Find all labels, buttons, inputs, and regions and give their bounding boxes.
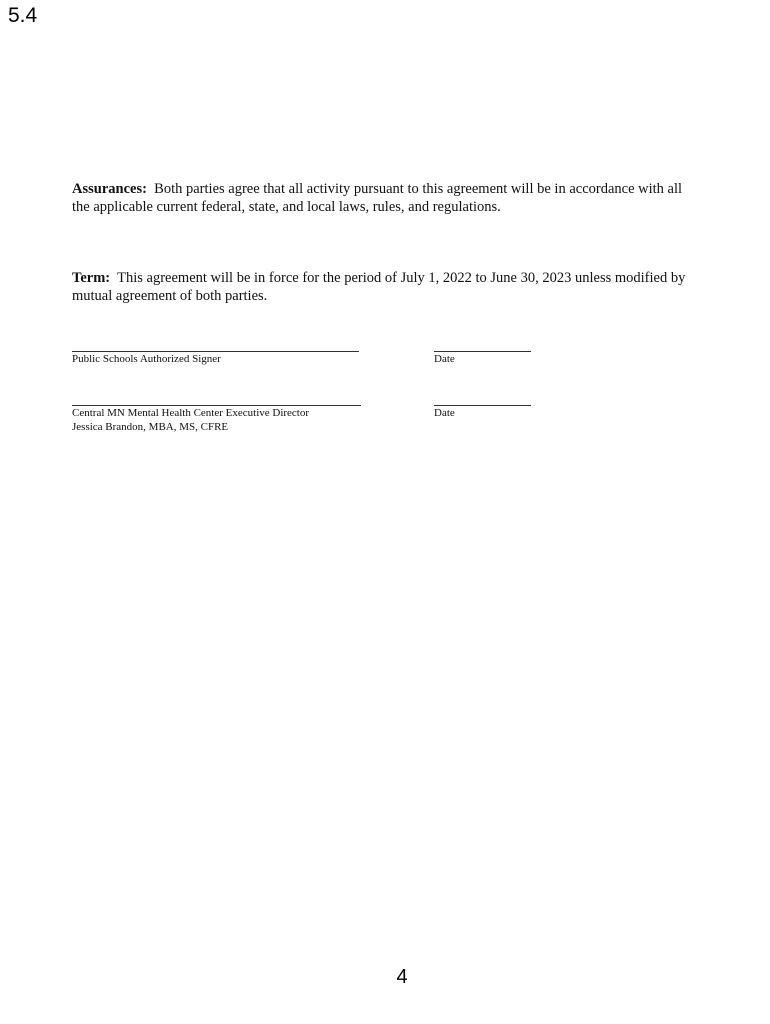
term-heading: Term: bbox=[72, 270, 111, 286]
center-signature-line[interactable] bbox=[72, 405, 361, 406]
school-signer-label: Public Schools Authorized Signer bbox=[72, 353, 221, 365]
assurances-text: Both parties agree that all activity pursuant to this agreement will be in accordance with all the applicable current federal, state, and local laws, rules, and regulations. bbox=[72, 181, 683, 215]
section-number: 5.4 bbox=[8, 4, 38, 27]
term-paragraph bbox=[72, 269, 702, 305]
center-date-line[interactable] bbox=[434, 405, 531, 406]
school-date-label: Date bbox=[434, 353, 455, 365]
term-text: This agreement will be in force for the period of July 1, 2022 to June 30, 2023 unless modified by mutual agreement of both parties. bbox=[72, 270, 686, 304]
center-signer-name: Jessica Brandon, MBA, MS, CFRE bbox=[72, 421, 229, 433]
center-signer-label: Central MN Mental Health Center Executive Director bbox=[72, 407, 310, 419]
school-signature-line[interactable] bbox=[72, 351, 359, 352]
school-date-line[interactable] bbox=[434, 351, 531, 352]
center-date-label: Date bbox=[434, 407, 455, 419]
assurances-paragraph bbox=[72, 180, 702, 216]
page-number: 4 bbox=[396, 966, 408, 988]
assurances-heading: Assurances: bbox=[72, 181, 147, 197]
